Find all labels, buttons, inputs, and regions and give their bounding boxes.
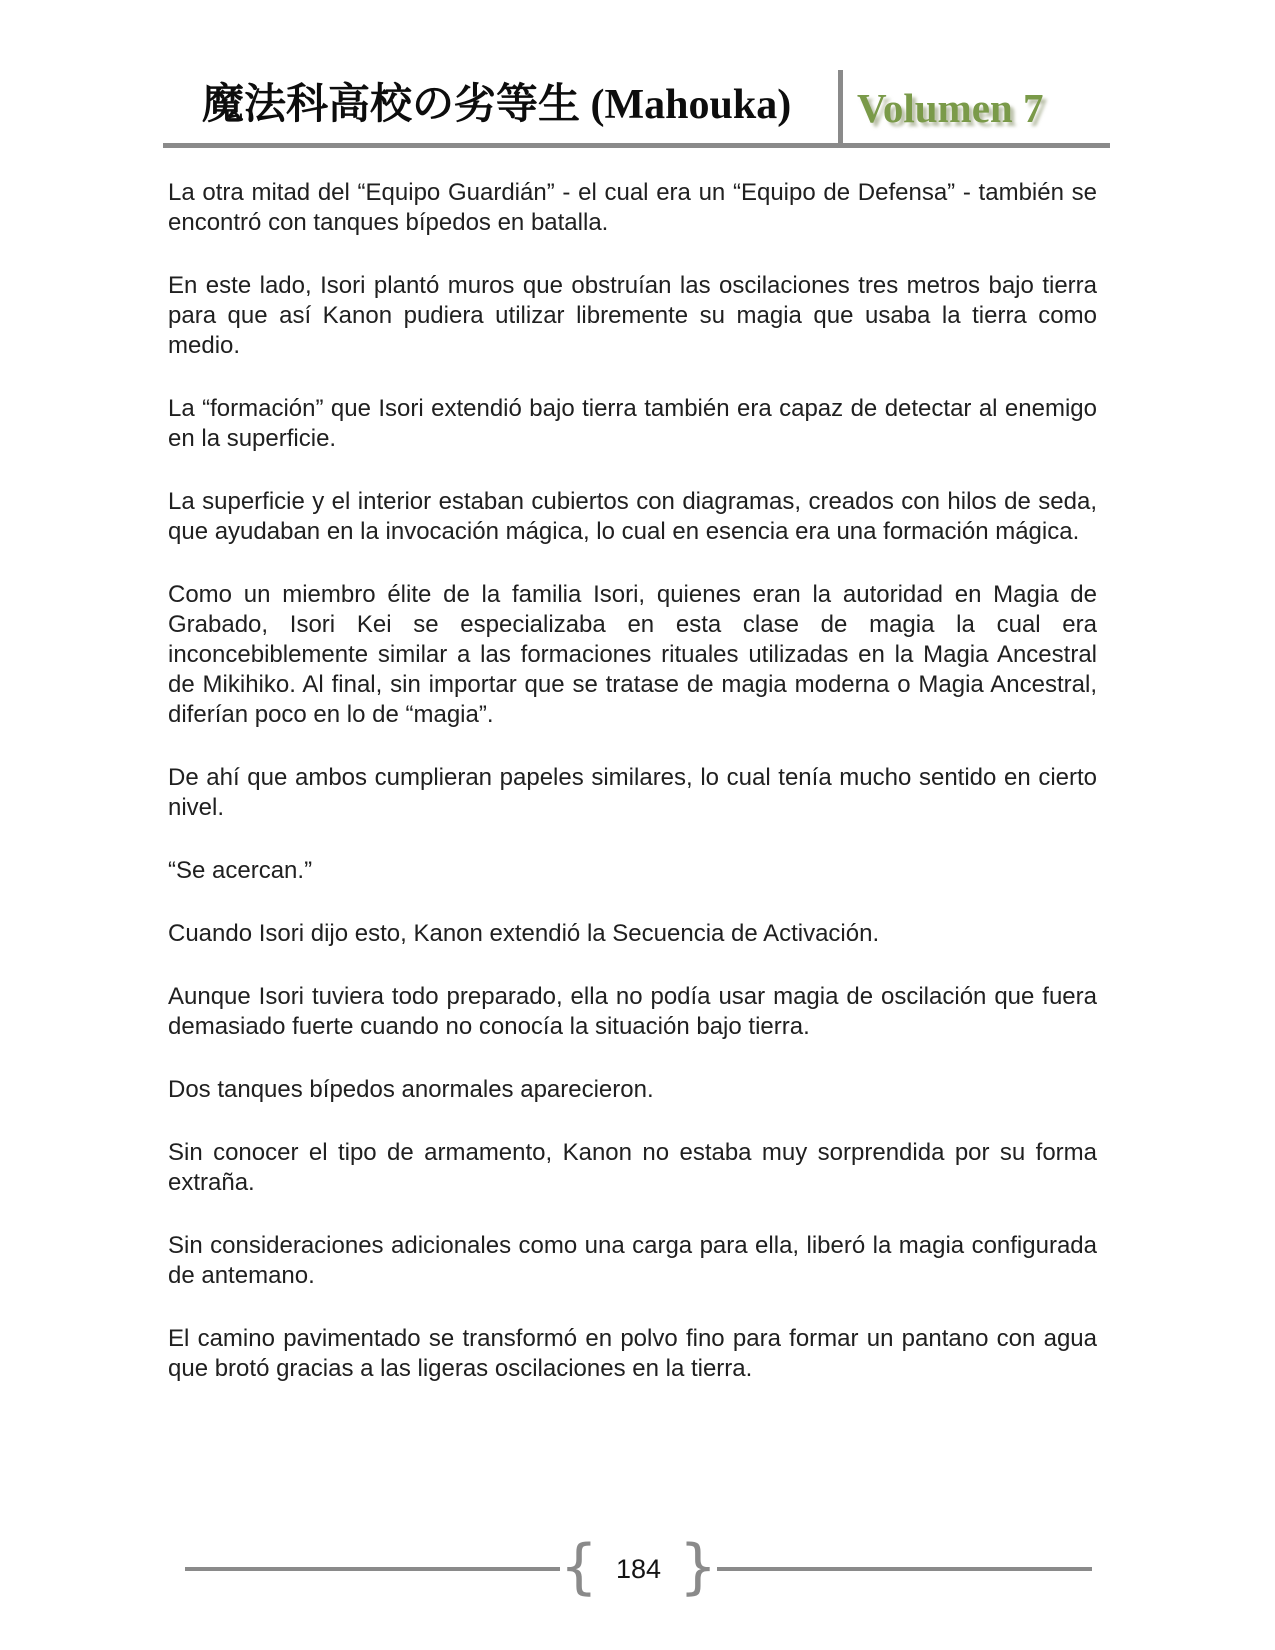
- header-divider-bar: [838, 70, 843, 148]
- page-number-brace-left: {: [559, 1532, 598, 1602]
- page-footer: [185, 1532, 1092, 1602]
- volume-label: Volumen 7: [857, 85, 1044, 131]
- book-title: 魔法科高校の劣等生 (Mahouka): [202, 82, 792, 128]
- paragraph: En este lado, Isori plantó muros que obstruían las oscilaciones tres metros bajo tierra para que así Kanon pudiera utilizar libremente su magia que usaba la tierra como medio.: [168, 272, 1097, 359]
- paragraph: Cuando Isori dijo esto, Kanon extendió la Secuencia de Activación.: [168, 920, 880, 947]
- paragraph: La “formación” que Isori extendió bajo tierra también era capaz de detectar al enemigo en la superficie.: [168, 395, 1097, 452]
- paragraph: Como un miembro élite de la familia Isori, quienes eran la autoridad en Magia de Grabado, Isori Kei se especializaba en esta clase de magia la cual era inconcebiblemente similar a las formaciones rituales utilizadas en la Magia Ancestral de Mikihiko. Al final, sin importar que se tratase de magia moderna o Magia Ancestral, diferían poco en lo de “magia”.: [168, 581, 1097, 728]
- paragraph: Sin conocer el tipo de armamento, Kanon no estaba muy sorprendida por su forma extraña.: [168, 1139, 1097, 1196]
- page-number: 184: [615, 1553, 662, 1584]
- footer-line-right: [717, 1567, 1092, 1571]
- page-number-brace-right: }: [679, 1532, 718, 1602]
- paragraph: La otra mitad del “Equipo Guardián” - el cual era un “Equipo de Defensa” - también se encontró con tanques bípedos en batalla.: [168, 179, 1097, 236]
- paragraph: Aunque Isori tuviera todo preparado, ella no podía usar magia de oscilación que fuera demasiado fuerte cuando no conocía la situación bajo tierra.: [168, 983, 1097, 1040]
- paragraph: Sin consideraciones adicionales como una carga para ella, liberó la magia configurada de antemano.: [168, 1232, 1097, 1289]
- paragraph: Dos tanques bípedos anormales aparecieron.: [168, 1076, 654, 1103]
- header-rule: [163, 143, 1110, 148]
- paragraph: “Se acercan.”: [168, 857, 313, 884]
- footer-line-left: [185, 1567, 560, 1571]
- body-text: [168, 178, 1097, 1417]
- paragraph: La superficie y el interior estaban cubiertos con diagramas, creados con hilos de seda, que ayudaban en la invocación mágica, lo cual en esencia era una formación mágica.: [168, 488, 1097, 545]
- paragraph: De ahí que ambos cumplieran papeles similares, lo cual tenía mucho sentido en cierto nivel.: [168, 764, 1097, 821]
- paragraph: El camino pavimentado se transformó en polvo fino para formar un pantano con agua que brotó gracias a las ligeras oscilaciones en la tierra.: [168, 1325, 1097, 1382]
